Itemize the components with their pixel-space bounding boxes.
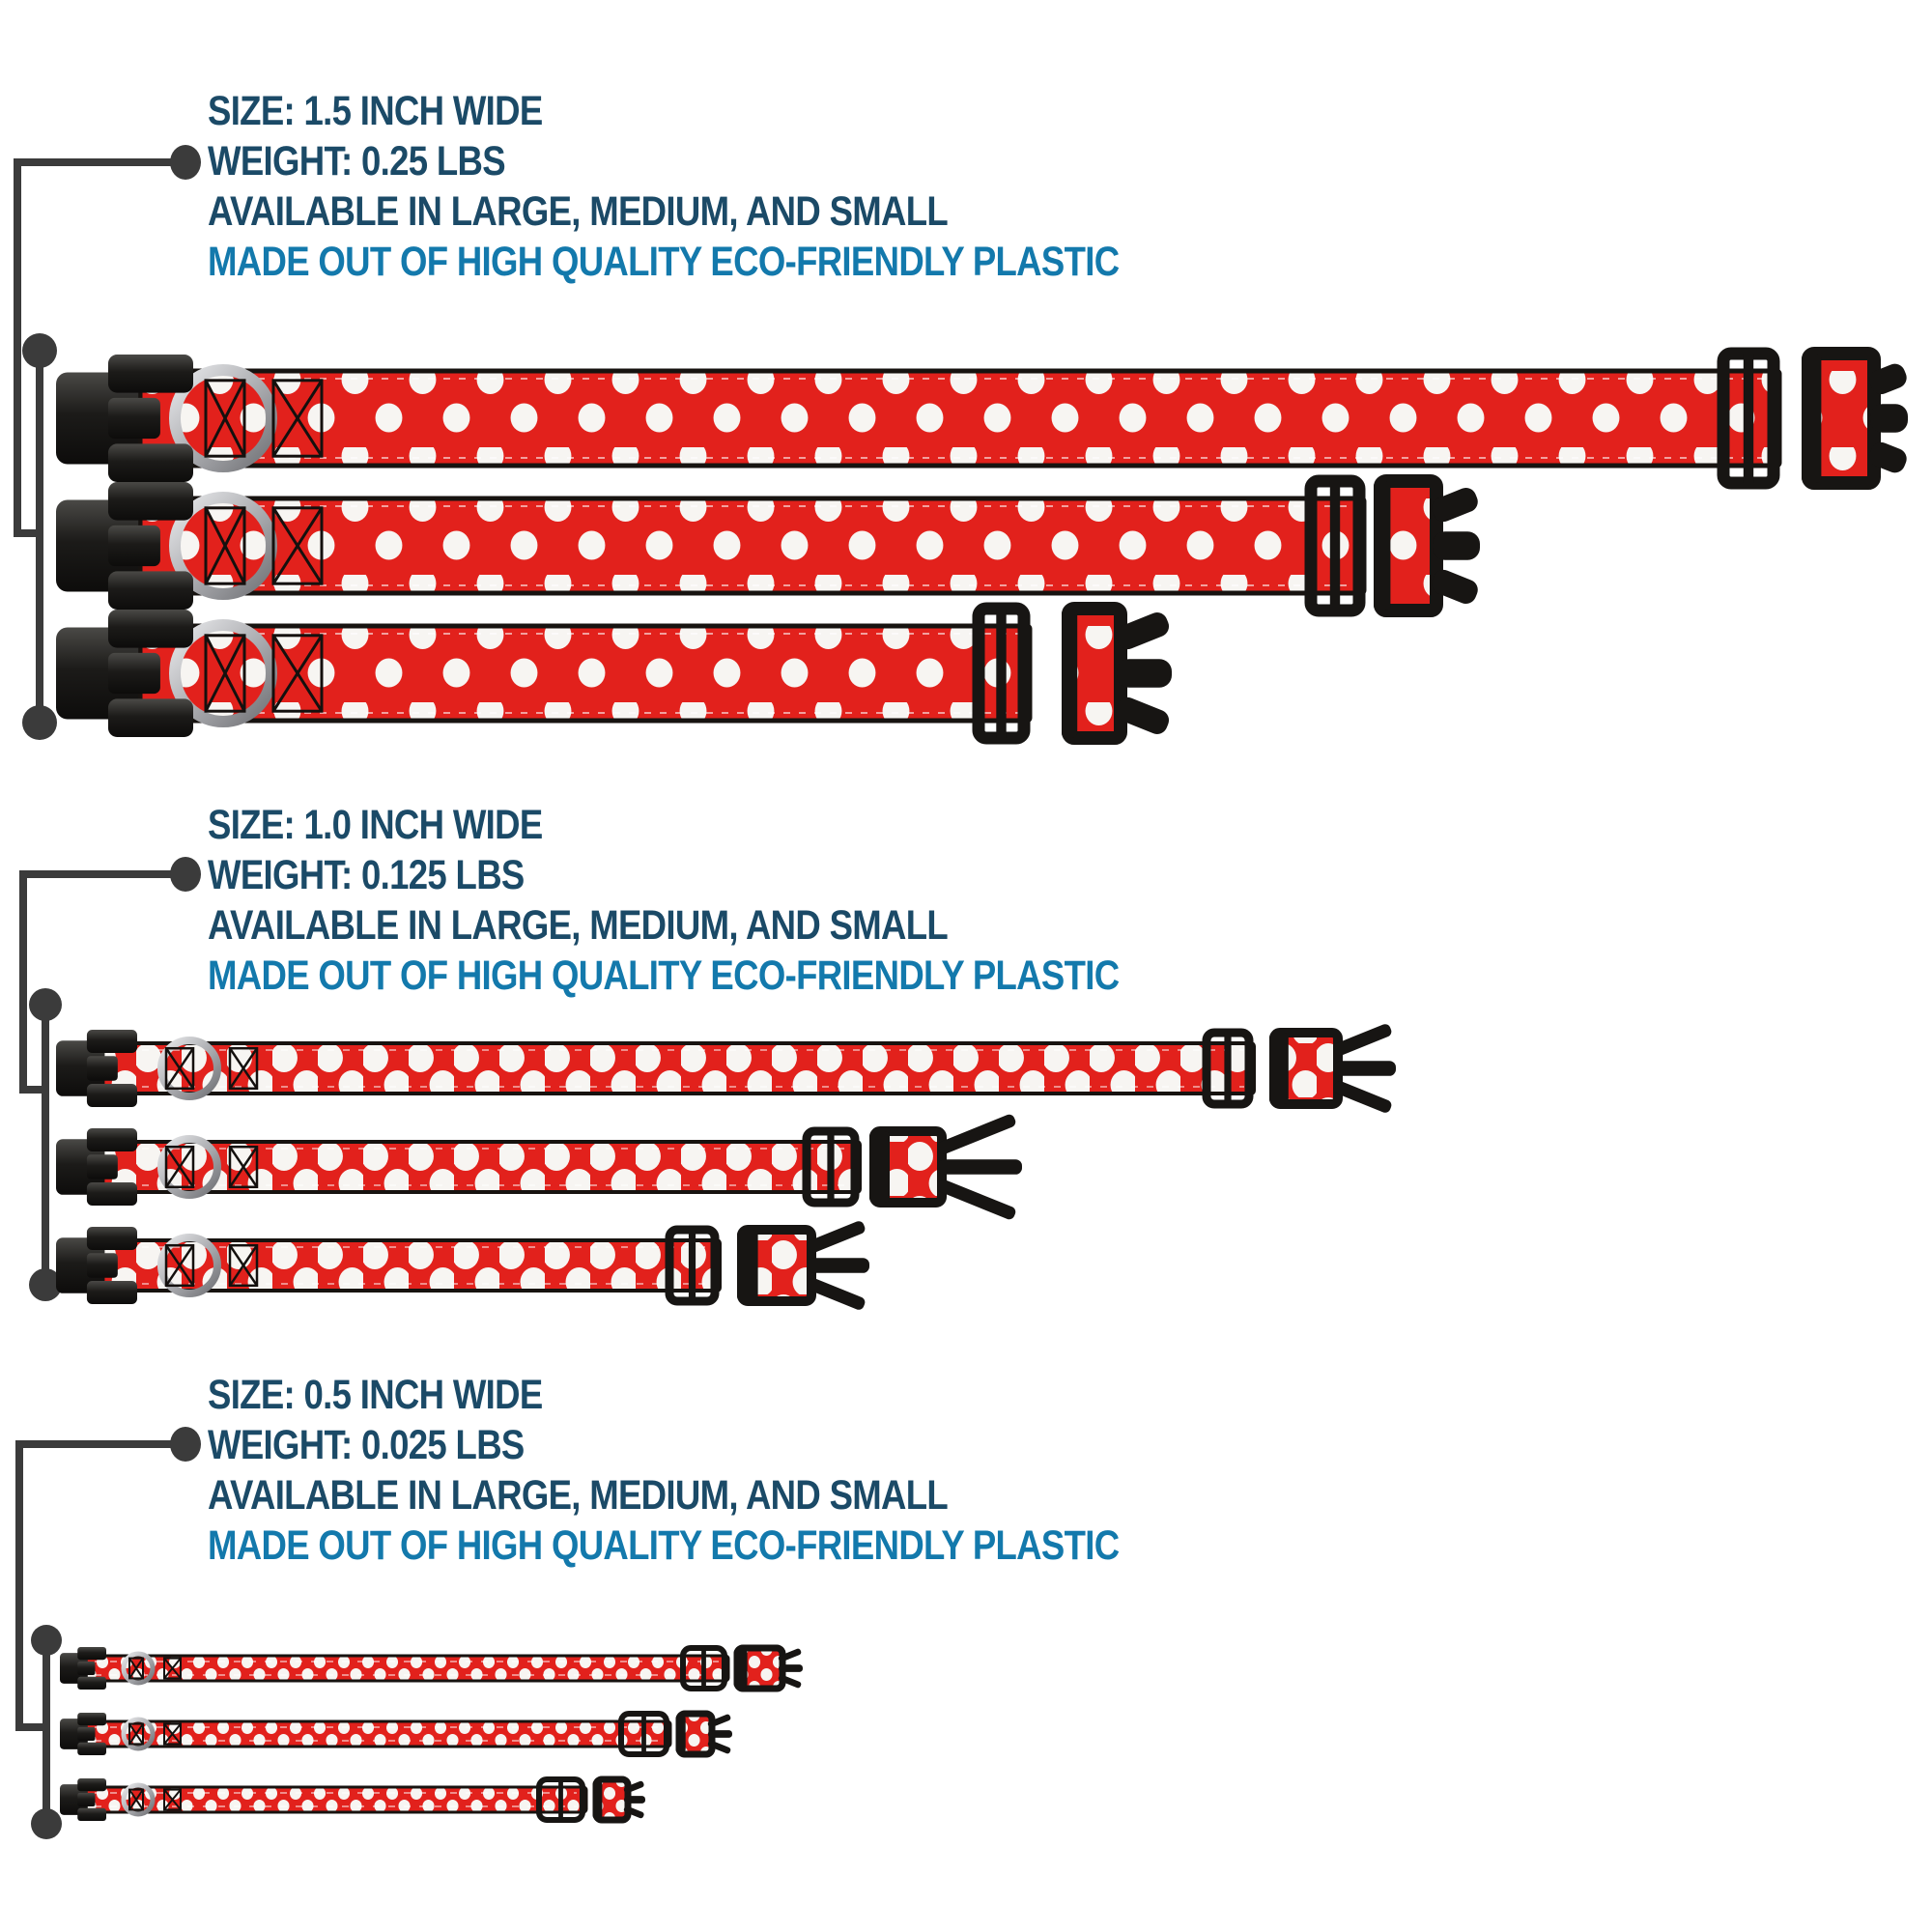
- spec-size-label: SIZE: 1.5 INCH WIDE: [208, 88, 543, 134]
- collar-strap: [140, 371, 1779, 466]
- spec-block-1-0-inch: [208, 800, 1280, 1001]
- buckle-male-base: [737, 1230, 811, 1301]
- callout-text-dot: [170, 1427, 201, 1462]
- spec-weight-label: WEIGHT: 0.025 LBS: [208, 1422, 525, 1468]
- collar-1.5-inch-large: [56, 354, 1910, 483]
- callout-bracket-top-dot: [29, 988, 62, 1021]
- spec-weight-label: WEIGHT: 0.125 LBS: [208, 852, 525, 898]
- collar-1.0-inch-small: [56, 1219, 869, 1311]
- collar-0.5-inch-medium: [60, 1713, 732, 1755]
- buckle-male-prongs: [936, 1113, 1022, 1221]
- collar-1.0-inch-medium: [56, 1113, 1022, 1221]
- buckle-male-base: [1062, 609, 1121, 738]
- callout-text-dot: [170, 145, 201, 180]
- spec-material-label: MADE OUT OF HIGH QUALITY ECO-FRIENDLY PLASTIC: [208, 239, 1120, 285]
- buckle-male-prongs: [1113, 610, 1172, 737]
- collar-0.5-inch-small: [60, 1778, 645, 1821]
- spec-available-label: AVAILABLE IN LARGE, MEDIUM, AND SMALL: [208, 1472, 949, 1519]
- callout-0.5-inch: [15, 1427, 201, 1839]
- buckle-male-prongs: [1866, 360, 1910, 475]
- spec-material-label: MADE OUT OF HIGH QUALITY ECO-FRIENDLY PLASTIC: [208, 952, 1120, 999]
- buckle-male-base: [869, 1131, 942, 1203]
- buckle-male-base: [676, 1714, 713, 1754]
- collar-1.5-inch-medium: [56, 481, 1481, 611]
- spec-block-0-5-inch: [208, 1370, 1280, 1571]
- callout-text-dot: [170, 857, 201, 892]
- spec-size-label: SIZE: 0.5 INCH WIDE: [208, 1372, 543, 1418]
- buckle-male-prongs: [1429, 485, 1481, 608]
- buckle-male-base: [1269, 1033, 1338, 1104]
- buckle-male-base: [1374, 481, 1436, 611]
- callout-bracket-top-dot: [22, 333, 57, 368]
- spec-available-label: AVAILABLE IN LARGE, MEDIUM, AND SMALL: [208, 902, 949, 949]
- collar-1.0-inch-large: [56, 1022, 1396, 1114]
- spec-size-label: SIZE: 1.0 INCH WIDE: [208, 802, 543, 848]
- buckle-male-base: [593, 1779, 629, 1820]
- collar-1.5-inch-small: [56, 609, 1172, 738]
- spec-weight-label: WEIGHT: 0.25 LBS: [208, 138, 505, 185]
- callout-bracket-bottom-dot: [22, 705, 57, 740]
- collar-strap: [101, 1043, 1254, 1094]
- buckle-male-base: [1802, 354, 1874, 483]
- collar-strap: [140, 498, 1364, 593]
- collar-0.5-inch-large: [60, 1647, 803, 1690]
- buckle-male-base: [734, 1648, 783, 1689]
- spec-block-1-5-inch: [208, 86, 1280, 287]
- collar-strap: [85, 1787, 586, 1812]
- spec-material-label: MADE OUT OF HIGH QUALITY ECO-FRIENDLY PLASTIC: [208, 1522, 1120, 1569]
- spec-available-label: AVAILABLE IN LARGE, MEDIUM, AND SMALL: [208, 188, 949, 235]
- callout-bracket-top-dot: [31, 1625, 62, 1656]
- callout-bracket-bottom-dot: [31, 1808, 62, 1839]
